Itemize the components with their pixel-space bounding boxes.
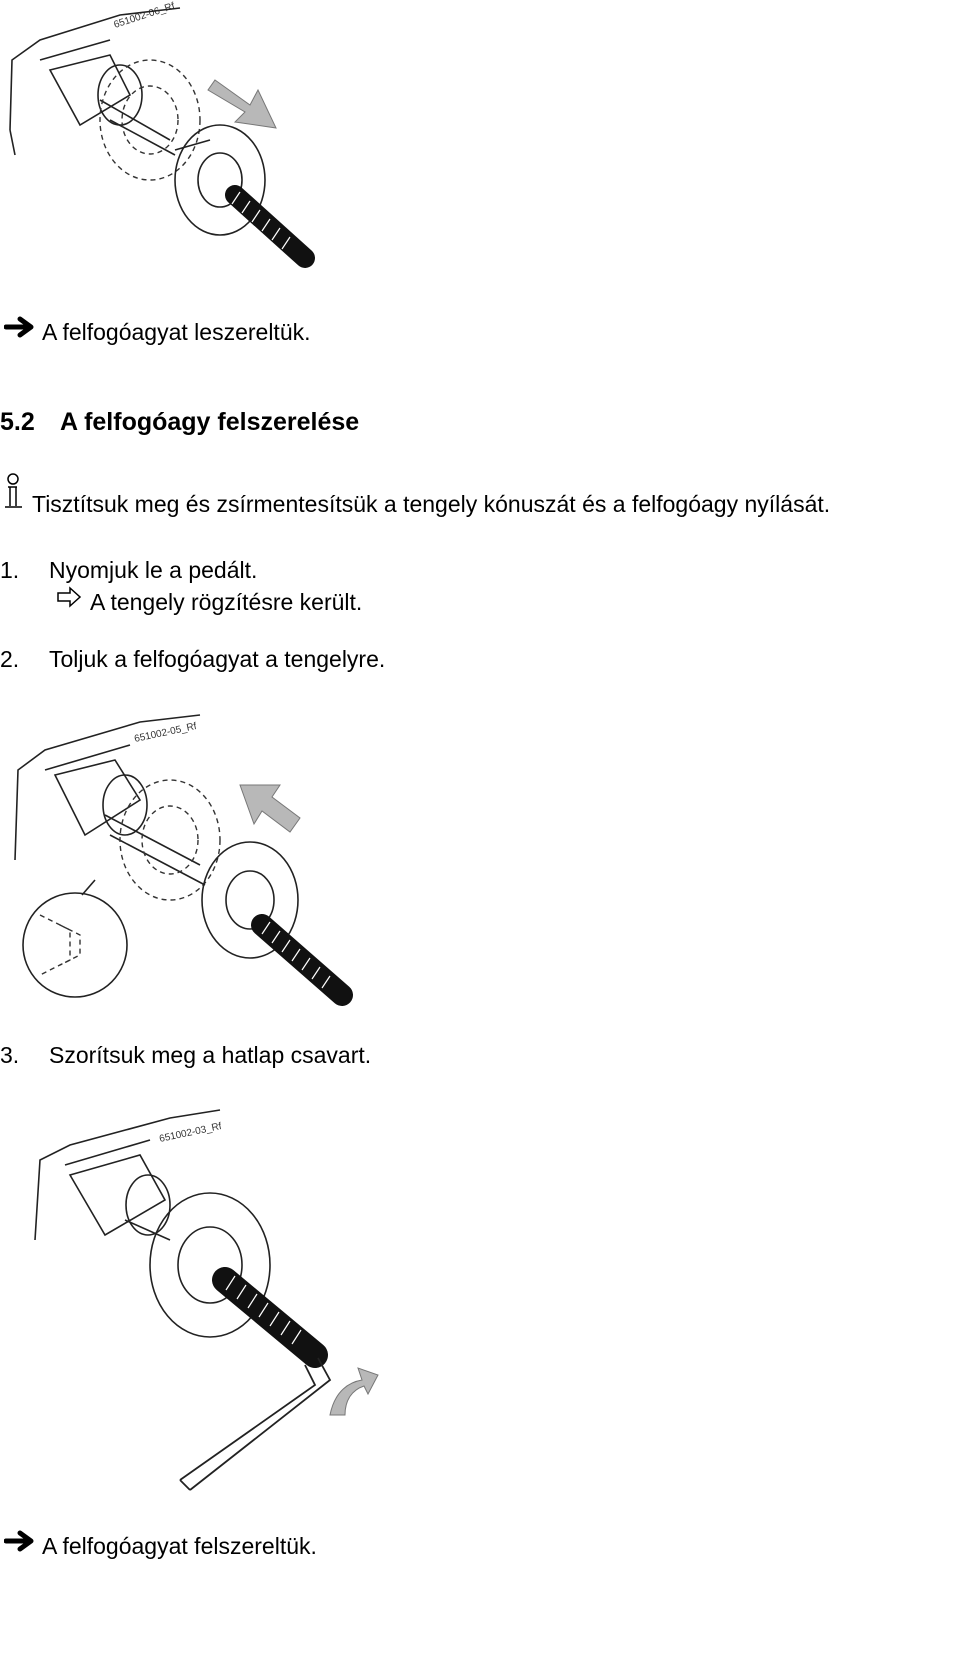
step-number: 1. (0, 557, 20, 583)
step-result-text: A tengely rögzítésre került. (90, 589, 363, 615)
result-text: A felfogóagyat felszereltük. (42, 1533, 317, 1559)
step-text: Toljuk a felfogóagyat a tengelyre. (49, 646, 386, 672)
step-number: 2. (0, 646, 20, 672)
rotate-arrow-icon (330, 1368, 378, 1415)
step-number: 3. (0, 1042, 20, 1068)
move-in-arrow-icon (240, 785, 300, 832)
section-title: A felfogóagy felszerelése (60, 408, 360, 436)
result-text: A felfogóagyat leszereltük. (42, 319, 311, 345)
step-text: Nyomjuk le a pedált. (49, 557, 258, 583)
move-out-arrow-icon (208, 80, 276, 128)
figure-code: 651002-03_Rf (158, 1120, 223, 1145)
step-text: Szorítsuk meg a hatlap csavart. (49, 1042, 372, 1068)
figure-code: 651002-05_Rf (133, 720, 198, 745)
figure-hub-removal (0, 0, 340, 290)
result-arrow-icon (4, 1530, 36, 1552)
result-arrow-icon (4, 316, 36, 338)
outline-arrow-icon (56, 586, 82, 608)
figure-code: 651002-06_Rf (112, 0, 177, 31)
note-text: Tisztítsuk meg és zsírmentesítsük a tengely kónuszát és a felfogóagy nyílását. (32, 491, 831, 517)
figure-tighten-screw (0, 1090, 400, 1510)
figure-hub-mounting (0, 700, 380, 1020)
section-number: 5.2 (0, 408, 35, 436)
info-icon (2, 472, 24, 512)
